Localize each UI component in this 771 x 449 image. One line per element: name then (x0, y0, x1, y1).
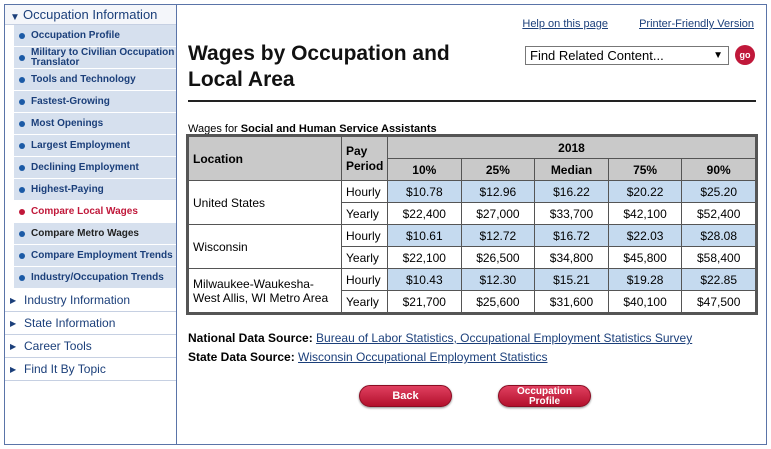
sidebar-item-compare-local-wages[interactable] (14, 201, 176, 223)
bullet-icon (19, 231, 25, 237)
bullet-icon (19, 165, 25, 171)
wage-cell: $19.28 (608, 269, 682, 291)
wage-cell: $31,600 (535, 291, 609, 313)
sidebar-item-label: Find It By Topic (24, 362, 106, 376)
sidebar-item-label: Industry Information (24, 293, 131, 307)
sidebar-item-label: Tools and Technology (31, 73, 136, 85)
sidebar-item-declining-employment[interactable] (14, 157, 176, 179)
wage-cell: $12.96 (461, 181, 535, 203)
bullet-icon (19, 77, 25, 83)
pay-period-cell: Yearly (342, 203, 388, 225)
caret-down-icon: ▼ (713, 50, 723, 61)
bullet-icon (19, 33, 25, 39)
bullet-icon (19, 55, 25, 61)
sidebar-item-military-translator[interactable] (14, 47, 176, 69)
wage-cell: $45,800 (608, 247, 682, 269)
sidebar-item-label: Compare Metro Wages (31, 227, 139, 239)
sidebar-item-industry-occupation-trends[interactable] (14, 267, 176, 289)
wage-cell: $22.85 (682, 269, 756, 291)
sidebar-item-label: Industry/Occupation Trends (31, 271, 164, 283)
page-title-line1: Wages by Occupation and (188, 42, 450, 65)
table-row (189, 269, 756, 291)
sidebar-item-compare-metro-wages[interactable] (14, 223, 176, 245)
wage-cell: $10.61 (388, 225, 462, 247)
wage-cell: $21,700 (388, 291, 462, 313)
wage-cell: $22,100 (388, 247, 462, 269)
wage-cell: $33,700 (535, 203, 609, 225)
page-title-line2: Local Area (188, 68, 295, 91)
bullet-icon (19, 209, 25, 215)
printer-friendly-link[interactable]: Printer-Friendly Version (639, 18, 754, 30)
header-pay-period: Pay Period (342, 137, 388, 181)
wage-cell: $25,600 (461, 291, 535, 313)
sidebar-item-label: Compare Local Wages (31, 205, 138, 217)
page-title (188, 41, 508, 93)
wage-cell: $10.78 (388, 181, 462, 203)
wage-cell: $10.43 (388, 269, 462, 291)
pay-period-cell: Hourly (342, 269, 388, 291)
caption-prefix: Wages for (188, 123, 238, 135)
wage-cell: $20.22 (608, 181, 682, 203)
sidebar-item-highest-paying[interactable] (14, 179, 176, 201)
go-button[interactable]: go (735, 45, 755, 65)
related-content-value: Find Related Content... (530, 48, 664, 63)
wage-cell: $26,500 (461, 247, 535, 269)
sidebar-item-fastest-growing[interactable] (14, 91, 176, 113)
wage-cell: $34,800 (535, 247, 609, 269)
sidebar-item-label: Declining Employment (31, 161, 139, 173)
sidebar-item-state-information[interactable] (5, 312, 176, 335)
header-percentile: 10% (388, 159, 462, 181)
header-location: Location (189, 137, 342, 181)
bullet-icon (19, 121, 25, 127)
wage-cell: $27,000 (461, 203, 535, 225)
related-content-select[interactable] (525, 46, 729, 65)
wage-cell: $52,400 (682, 203, 756, 225)
occupation-profile-button[interactable] (498, 385, 591, 407)
sidebar-section-label: Occupation Information (23, 7, 158, 22)
wage-cell: $16.22 (535, 181, 609, 203)
triangle-right-icon: ▶ (10, 342, 17, 351)
bullet-icon (19, 143, 25, 149)
pay-period-cell: Hourly (342, 225, 388, 247)
wage-cell: $22,400 (388, 203, 462, 225)
sidebar-item-largest-employment[interactable] (14, 135, 176, 157)
triangle-right-icon: ▶ (10, 319, 17, 328)
sidebar-item-label: Military to Civilian Occupation Translator (31, 46, 175, 68)
sidebar-item-label: State Information (24, 316, 116, 330)
location-cell: Milwaukee-Waukesha-West Allis, WI Metro Area (189, 269, 342, 313)
sidebar-item-most-openings[interactable] (14, 113, 176, 135)
wages-table (188, 136, 756, 313)
occupation-name: Social and Human Service Assistants (240, 123, 437, 135)
sidebar-section-occupation-information[interactable] (5, 5, 176, 25)
button-label-line2: Profile (528, 396, 561, 407)
wage-cell: $25.20 (682, 181, 756, 203)
table-caption (188, 123, 437, 135)
national-source-link[interactable]: Bureau of Labor Statistics, Occupational Employment Statistics Survey (316, 331, 693, 345)
header-percentile: 25% (461, 159, 535, 181)
sidebar-nav (5, 5, 177, 444)
location-cell: Wisconsin (189, 225, 342, 269)
triangle-right-icon: ▶ (10, 365, 17, 374)
wage-cell: $15.21 (535, 269, 609, 291)
sidebar-item-industry-information[interactable] (5, 289, 176, 312)
triangle-right-icon: ▶ (10, 296, 17, 305)
header-percentile: 90% (682, 159, 756, 181)
table-row (189, 181, 756, 203)
table-row (189, 225, 756, 247)
top-links (494, 18, 754, 30)
wage-cell: $40,100 (608, 291, 682, 313)
national-source-label: National Data Source: (188, 331, 313, 345)
help-link[interactable]: Help on this page (522, 18, 608, 30)
sidebar-item-label: Compare Employment Trends (31, 249, 173, 261)
bullet-icon (19, 99, 25, 105)
sidebar-item-compare-employment-trends[interactable] (14, 245, 176, 267)
sidebar-item-tools-technology[interactable] (14, 69, 176, 91)
main-content (178, 5, 766, 444)
sidebar-item-label: Career Tools (24, 339, 92, 353)
button-label-line1: Occupation (516, 386, 572, 397)
page-frame (4, 4, 767, 445)
header-year: 2018 (388, 137, 756, 159)
national-source (188, 331, 692, 345)
sidebar-item-label: Fastest-Growing (31, 95, 110, 107)
sidebar-item-label: Highest-Paying (31, 183, 104, 195)
wage-cell: $22.03 (608, 225, 682, 247)
wage-cell: $28.08 (682, 225, 756, 247)
wage-cell: $58,400 (682, 247, 756, 269)
sidebar-item-label: Occupation Profile (31, 29, 120, 41)
pay-period-cell: Hourly (342, 181, 388, 203)
sidebar-item-find-it-by-topic[interactable] (5, 358, 176, 381)
header-percentile: 75% (608, 159, 682, 181)
sidebar-item-label: Largest Employment (31, 139, 130, 151)
location-cell: United States (189, 181, 342, 225)
title-divider (188, 100, 756, 102)
wage-cell: $47,500 (682, 291, 756, 313)
sidebar-item-career-tools[interactable] (5, 335, 176, 358)
sidebar-item-occupation-profile[interactable] (14, 25, 176, 47)
pay-period-cell: Yearly (342, 247, 388, 269)
wage-cell: $16.72 (535, 225, 609, 247)
state-source (188, 350, 547, 364)
state-source-label: State Data Source: (188, 350, 295, 364)
wage-cell: $12.72 (461, 225, 535, 247)
sidebar-item-label: Most Openings (31, 117, 104, 129)
triangle-down-icon: ▼ (10, 12, 20, 23)
pay-period-cell: Yearly (342, 291, 388, 313)
wage-cell: $42,100 (608, 203, 682, 225)
bullet-icon (19, 187, 25, 193)
header-percentile: Median (535, 159, 609, 181)
bullet-icon (19, 253, 25, 259)
back-button[interactable]: Back (359, 385, 452, 407)
state-source-link[interactable]: Wisconsin Occupational Employment Statistics (298, 350, 548, 364)
wage-cell: $12.30 (461, 269, 535, 291)
bullet-icon (19, 275, 25, 281)
